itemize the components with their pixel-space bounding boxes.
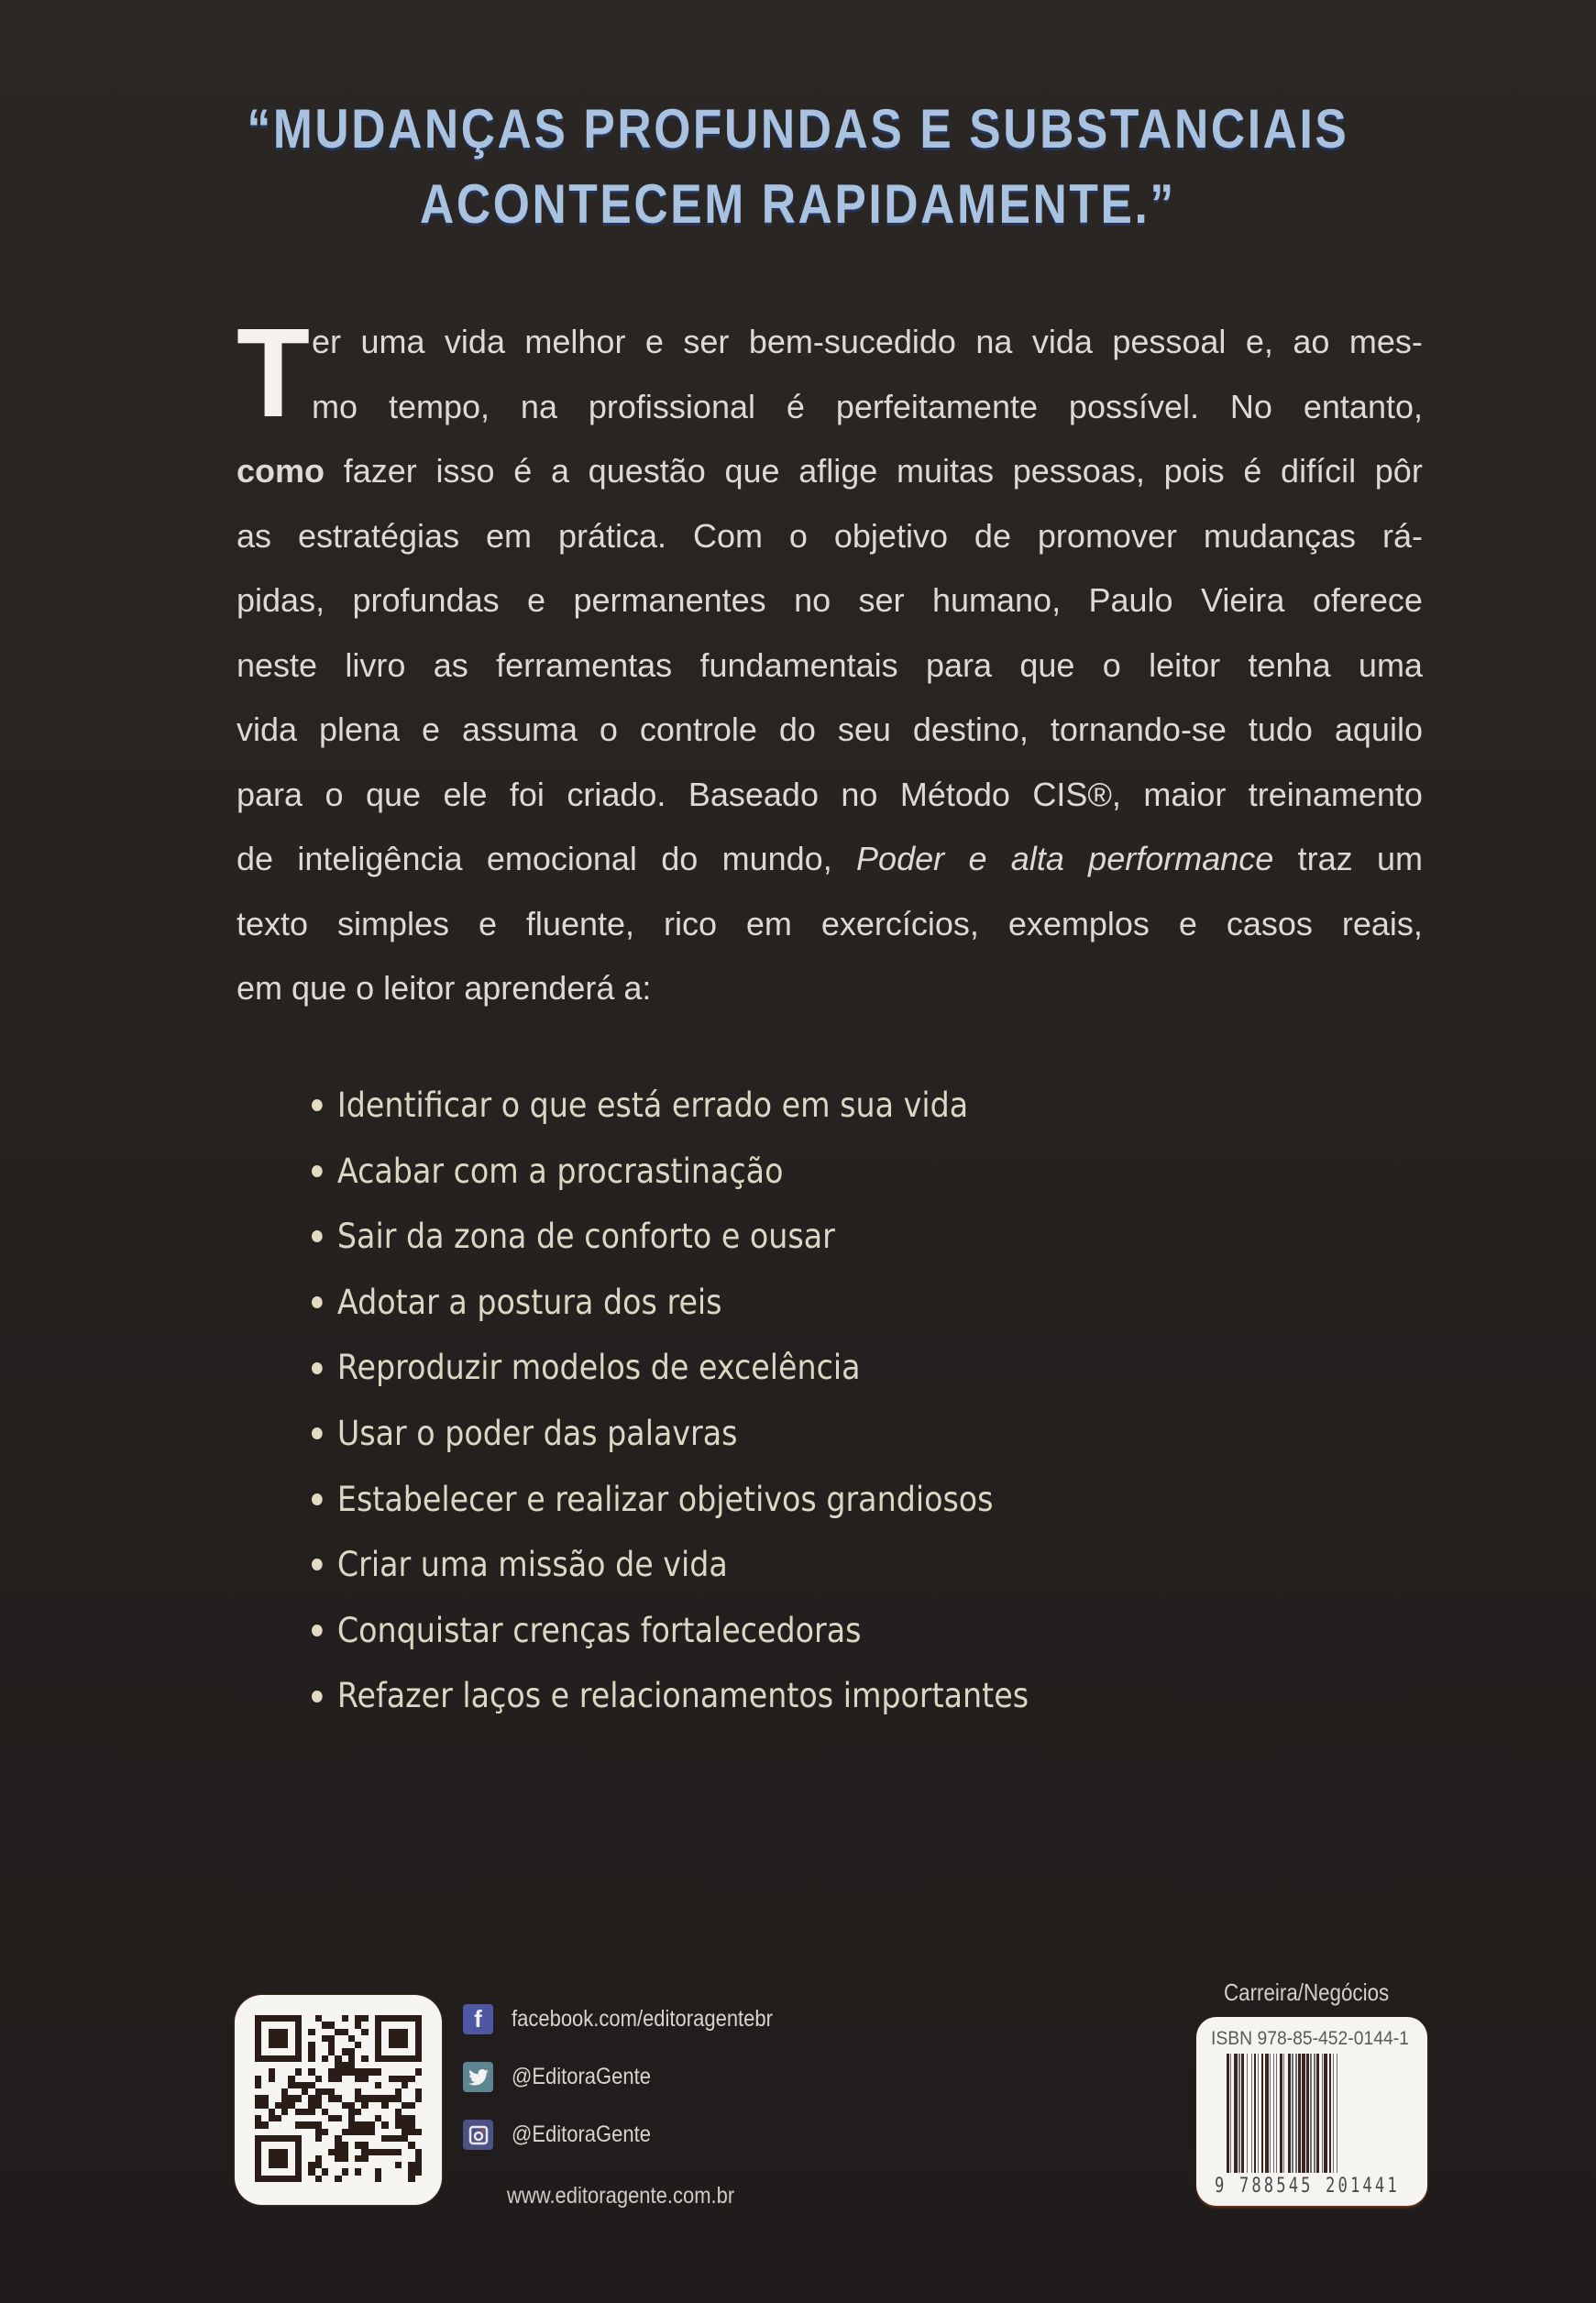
bullet-icon (312, 1099, 323, 1111)
emphasis-word: como (237, 452, 325, 490)
facebook-icon: f (463, 2004, 493, 2034)
synopsis-line: pidas, profundas e permanentes no ser humano, Paulo Vieira oferece (237, 581, 1423, 619)
social-facebook[interactable] (463, 2004, 809, 2034)
list-item (312, 1073, 1029, 1139)
synopsis-line: como fazer isso é a questão que aflige muitas pessoas, pois é difícil pôr (237, 439, 1423, 504)
synopsis-line: er uma vida melhor e ser bem-sucedido na vida pessoal e, ao mes- (312, 323, 1423, 360)
barcode-icon (1227, 2054, 1403, 2173)
list-item-text: Acabar com a procrastinação (336, 1151, 784, 1191)
list-item (312, 1598, 1029, 1664)
social-twitter[interactable] (463, 2062, 809, 2092)
list-item-text: Reproduzir modelos de excelência (336, 1348, 861, 1388)
twitter-icon (463, 2062, 493, 2092)
learning-points-list (312, 1073, 1108, 1729)
list-item-text: Criar uma missão de vida (336, 1545, 728, 1585)
list-item (312, 1270, 1029, 1336)
bullet-icon (312, 1296, 323, 1308)
synopsis-line: de inteligência emocional do mundo, Poder e alta performance traz um (237, 827, 1423, 892)
synopsis-line: as estratégias em prática. Com o objetivo de promover mudanças rá- (237, 516, 1423, 555)
synopsis-line: em que o leitor aprenderá a: (237, 969, 652, 1007)
list-item (312, 1139, 1029, 1205)
bullet-icon (312, 1625, 323, 1636)
list-item (312, 1335, 1029, 1401)
bullet-icon (312, 1427, 323, 1439)
quote-line-1: “MUDANÇAS PROFUNDAS E SUBSTANCIAIS (247, 98, 1349, 160)
synopsis-line: mo tempo, na profissional é perfeitamente possível. No entanto, (312, 387, 1423, 425)
bullet-icon (312, 1493, 323, 1505)
bullet-icon (312, 1165, 323, 1177)
bullet-icon (312, 1230, 323, 1242)
bullet-icon (312, 1559, 323, 1570)
list-item-text: Refazer laços e relacionamentos importantes (336, 1676, 1029, 1716)
bullet-icon (312, 1362, 323, 1374)
list-item-text: Estabelecer e realizar objetivos grandiosos (336, 1479, 994, 1519)
list-item (312, 1204, 1029, 1270)
list-item-text: Usar o poder das palavras (336, 1413, 738, 1453)
twitter-handle[interactable]: @EditoraGente (512, 2064, 651, 2089)
book-title: Poder (856, 840, 945, 877)
social-links (463, 2004, 809, 2177)
qr-code[interactable] (235, 1995, 442, 2205)
facebook-link[interactable]: facebook.com/editoragentebr (512, 2006, 773, 2032)
isbn-barcode-label (1196, 2017, 1427, 2206)
list-item-text: Identificar o que está errado em sua vida (336, 1085, 969, 1125)
bullet-icon (312, 1691, 323, 1702)
isbn-number: ISBN 978-85-452-0144-1 (1211, 2028, 1409, 2049)
synopsis-line: para o que ele foi criado. Baseado no Método CIS®, maior treinamento (237, 775, 1423, 813)
drop-cap: T (237, 303, 311, 444)
instagram-icon (463, 2120, 493, 2150)
book-title: alta (1010, 840, 1064, 877)
book-title: e (968, 840, 987, 877)
synopsis-line: texto simples e fluente, rico em exercícios, exemplos e casos reais, (237, 904, 1423, 942)
website-link[interactable]: www.editoragente.com.br (507, 2183, 735, 2209)
list-item (312, 1401, 1029, 1467)
synopsis-paragraph (237, 303, 1423, 1021)
social-instagram[interactable] (463, 2120, 809, 2150)
back-cover-quote (112, 92, 1484, 242)
qr-code-icon (255, 2015, 422, 2182)
list-item-text: Adotar a postura dos reis (336, 1282, 722, 1322)
list-item-text: Sair da zona de conforto e ousar (336, 1217, 835, 1257)
book-title: performance (1088, 840, 1274, 877)
list-item (312, 1467, 1029, 1533)
list-item-text: Conquistar crenças fortalecedoras (336, 1610, 862, 1650)
book-category: Carreira/Negócios (1224, 1978, 1390, 2006)
instagram-handle[interactable]: @EditoraGente (512, 2121, 651, 2147)
barcode-digits: 9 788545 201441 (1215, 2175, 1400, 2198)
list-item (312, 1663, 1029, 1729)
synopsis-line: neste livro as ferramentas fundamentais para que o leitor tenha uma (237, 645, 1423, 684)
list-item (312, 1532, 1029, 1598)
synopsis-line: vida plena e assuma o controle do seu destino, tornando-se tudo aquilo (237, 711, 1423, 748)
quote-line-2: ACONTECEM RAPIDAMENTE.” (420, 173, 1176, 235)
